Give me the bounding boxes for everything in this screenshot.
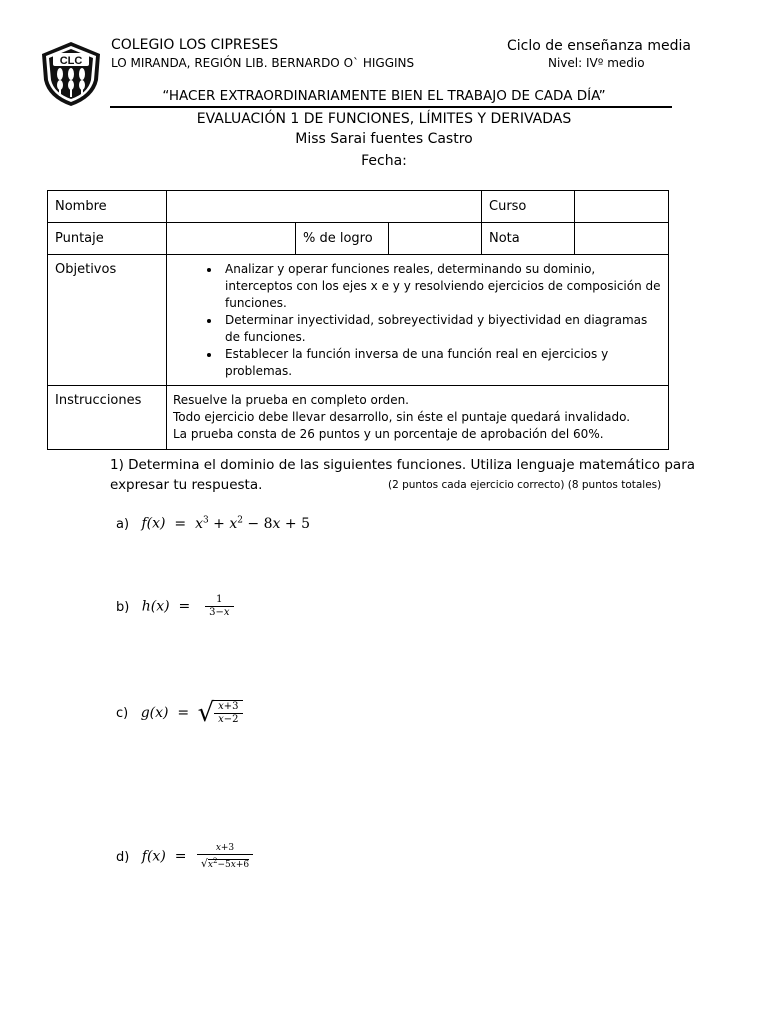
table-row — [48, 191, 669, 223]
puntaje-label: Puntaje — [48, 223, 167, 255]
school-motto: “HACER EXTRAORDINARIAMENTE BIEN EL TRABAJO DE CADA DÍA” — [162, 88, 606, 104]
nombre-field[interactable] — [167, 191, 482, 223]
exam-title: EVALUACIÓN 1 DE FUNCIONES, LÍMITES Y DERIVADAS — [196, 111, 572, 127]
student-info-table — [47, 190, 669, 450]
item-label: a) — [116, 516, 130, 532]
nota-field[interactable] — [575, 223, 669, 255]
item-d: d) f(x) = $\frac{x+3}{√x^2-5x+6}$ — [116, 842, 253, 871]
instruction-line: La prueba consta de 26 puntos y un porcentaje de aprobación del 60%. — [173, 427, 604, 441]
school-address: LO MIRANDA, REGIÓN LIB. BERNARDO O` HIGGINS — [111, 56, 415, 70]
curso-field[interactable] — [575, 191, 669, 223]
question-1-text-cont: expresar tu respuesta. — [110, 477, 263, 493]
teaching-cycle: Ciclo de enseñanza media — [507, 38, 691, 54]
nombre-label: Nombre — [48, 191, 167, 223]
table-row — [48, 255, 669, 386]
function-name: f(x) — [141, 515, 166, 532]
curso-label: Curso — [482, 191, 575, 223]
instrucciones-text — [167, 386, 669, 450]
teacher-name: Miss Sarai fuentes Castro — [295, 131, 473, 147]
nota-label: Nota — [482, 223, 575, 255]
item-b: b) h(x) = $\frac{1}{3-x}$ — [116, 594, 234, 619]
item-label: d) — [116, 849, 130, 865]
school-name: COLEGIO LOS CIPRESES — [111, 37, 279, 53]
objetivos-label: Objetivos — [48, 255, 167, 386]
instrucciones-label: Instrucciones — [48, 386, 167, 450]
grade-level: Nivel: IVº medio — [548, 56, 645, 70]
item-c: c) g(x) = √ $\frac{x+3}{x-2}$ — [116, 700, 243, 726]
instruction-line: Resuelve la prueba en completo orden. — [173, 393, 409, 407]
function-name: f(x) — [141, 848, 166, 865]
instruction-line: Todo ejercicio debe llevar desarrollo, sin éste el puntaje quedará invalidado. — [173, 410, 631, 424]
list-item: • Establecer la función inversa de una función real en ejercicios y problemas. — [221, 346, 662, 380]
function-name: g(x) — [140, 705, 169, 721]
date-label: Fecha: — [361, 153, 407, 169]
question-1-points: (2 puntos cada ejercicio correcto) (8 puntos totales) — [388, 479, 662, 491]
item-label: c) — [116, 706, 129, 721]
function-name: h(x) — [141, 598, 170, 615]
header-divider — [110, 106, 672, 108]
item-a: a) $f(x) = x^3 + x^2 - 8x + 5$ — [116, 515, 310, 532]
table-row — [48, 386, 669, 450]
objetivos-list — [167, 255, 669, 386]
list-item: • Analizar y operar funciones reales, determinando su dominio, interceptos con los ejes x e y y resolviendo ejercicios de composición de funciones. — [221, 261, 662, 312]
svg-text:CLC: CLC — [59, 55, 83, 67]
list-item: • Determinar inyectividad, sobreyectividad y biyectividad en diagramas de funciones. — [221, 312, 662, 346]
logro-field[interactable] — [389, 223, 482, 255]
puntaje-field[interactable] — [167, 223, 296, 255]
logro-label: % de logro — [296, 223, 389, 255]
table-row — [48, 223, 669, 255]
item-label: b) — [116, 599, 130, 615]
question-1-text: 1) Determina el dominio de las siguientes funciones. Utiliza lenguaje matemático para — [110, 457, 696, 473]
